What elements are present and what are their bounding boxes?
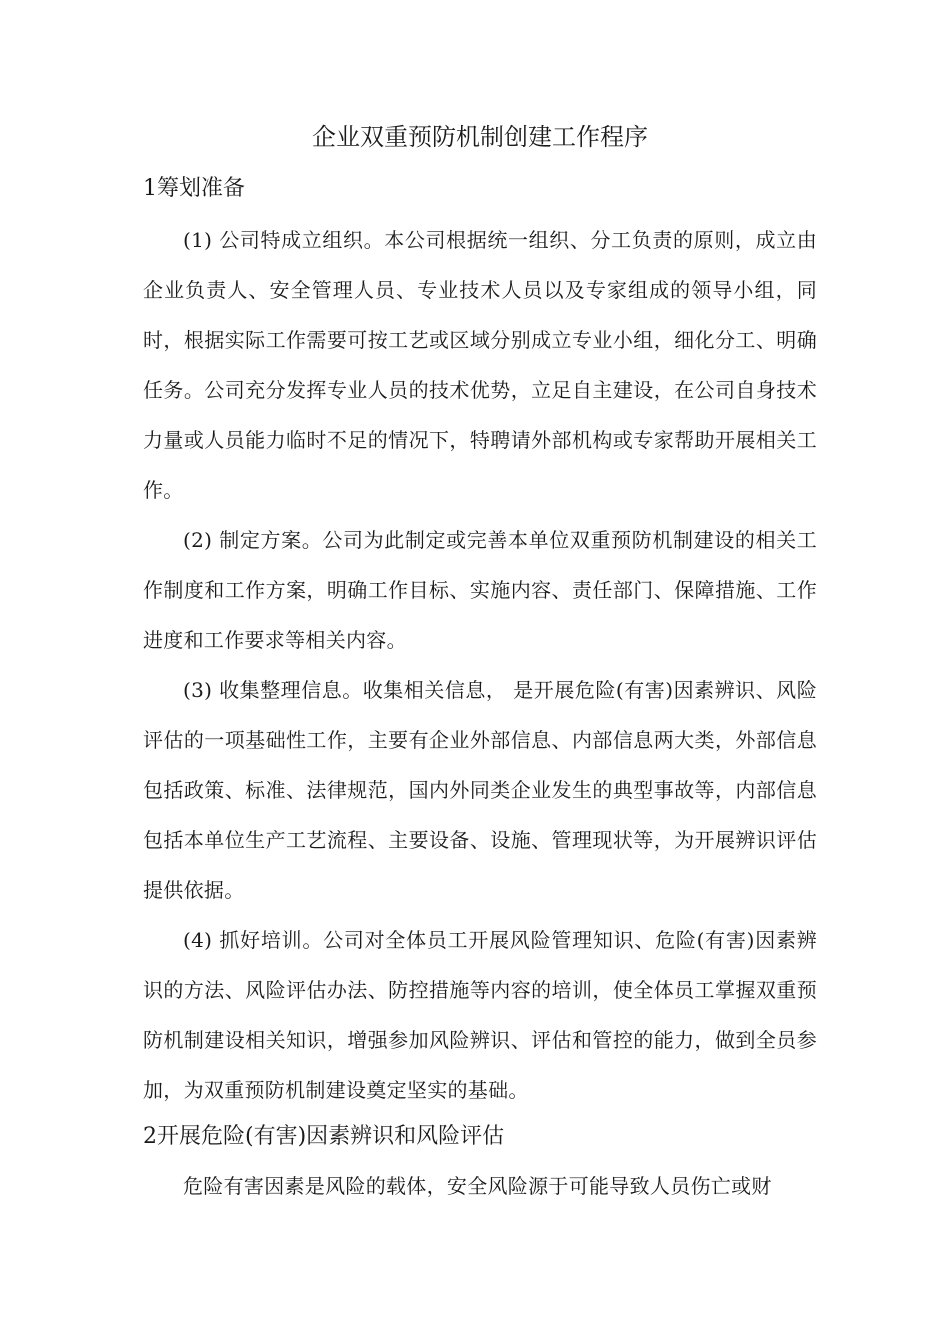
paragraph-2-1: 危险有害因素是风险的载体，安全风险源于可能导致人员伤亡或财 [183,1174,772,1198]
paragraph-1-3: (3) 收集整理信息。收集相关信息， 是开展危险(有害)因素辨识、风险评估的一项基础性工作，主要有企业外部信息、内部信息两大类，外部信息包括政策、标准、法律规范，国内外同类企业发生的典型事故等，内部信息包括本单位生产工艺流程、主要设备、设施、管理现状等，为开展辨识评估提供依据。 [143,678,817,902]
section-heading-1: 1筹划准备 [143,176,245,201]
section-heading-2: 2开展危险(有害)因素辨识和风险评估 [143,1124,505,1149]
paragraph-1-2: (2) 制定方案。公司为此制定或完善本单位双重预防机制建设的相关工作制度和工作方案，明确工作目标、实施内容、责任部门、保障措施、工作进度和工作要求等相关内容。 [143,528,817,652]
paragraph-1-4: (4) 抓好培训。公司对全体员工开展风险管理知识、危险(有害)因素辨识的方法、风险评估办法、防控措施等内容的培训，使全体员工掌握双重预防机制建设相关知识，增强参加风险辨识、评估和管控的能力，做到全员参加，为双重预防机制建设奠定坚实的基础。 [143,928,817,1102]
paragraph-1-1: (1) 公司特成立组织。本公司根据统一组织、分工负责的原则，成立由企业负责人、安全管理人员、专业技术人员以及专家组成的领导小组，同时，根据实际工作需要可按工艺或区域分别成立专业小组，细化分工、明确任务。公司充分发挥专业人员的技术优势，立足自主建设，在公司自身技术力量或人员能力临时不足的情况下，特聘请外部机构或专家帮助开展相关工作。 [143,228,817,502]
document-title: 企业双重预防机制创建工作程序 [312,123,648,151]
